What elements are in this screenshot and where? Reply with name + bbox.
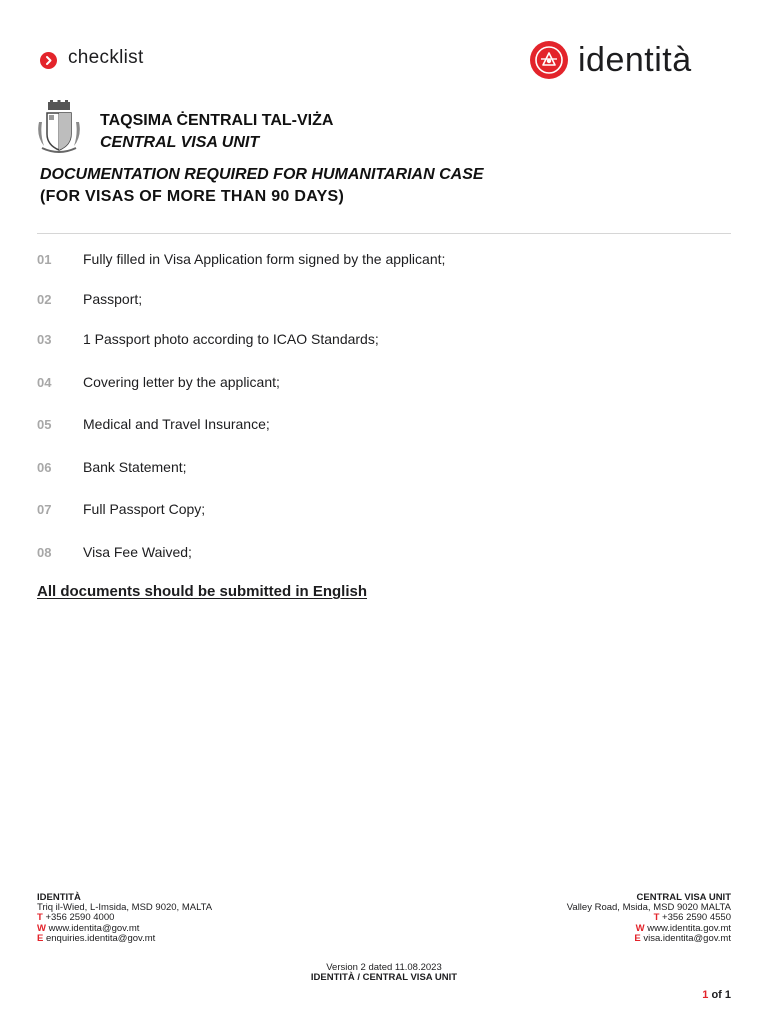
malta-coat-of-arms-icon	[36, 100, 82, 154]
footer-right-phone: +356 2590 4550	[662, 912, 731, 924]
item-text: Medical and Travel Insurance;	[83, 416, 270, 432]
unit-name-maltese: TAQSIMA ĊENTRALI TAL-VIŻA	[100, 112, 334, 129]
document-title: DOCUMENTATION REQUIRED FOR HUMANITARIAN CASE	[40, 166, 484, 183]
version-org: IDENTITÀ / CENTRAL VISA UNIT	[310, 972, 458, 984]
phone-label: T	[653, 912, 660, 924]
item-number: 07	[37, 502, 52, 517]
footer-right-email[interactable]: visa.identita@gov.mt	[643, 932, 731, 944]
item-text: Full Passport Copy;	[83, 501, 206, 517]
item-text: Bank Statement;	[83, 459, 187, 475]
divider	[37, 233, 731, 234]
footer-right-org: CENTRAL VISA UNIT	[636, 892, 731, 903]
item-text: Passport;	[83, 291, 143, 307]
footer-left-contact	[37, 893, 212, 944]
item-text: 1 Passport photo according to ICAO Standards;	[83, 331, 379, 347]
item-text: Visa Fee Waived;	[83, 544, 192, 560]
checklist-label: checklist	[68, 47, 144, 68]
version-info	[0, 963, 768, 983]
item-number: 02	[37, 292, 52, 307]
web-label: W	[37, 922, 46, 934]
web-label: W	[635, 922, 645, 934]
footer-right-contact	[567, 893, 731, 944]
unit-name-english: CENTRAL VISA UNIT	[100, 134, 260, 151]
item-number: 08	[37, 545, 52, 560]
footer-left-org: IDENTITÀ	[37, 892, 81, 903]
item-number: 04	[37, 375, 52, 390]
page-number	[702, 989, 731, 1001]
chevron-right-icon	[40, 52, 57, 69]
item-text: Covering letter by the applicant;	[83, 374, 280, 390]
email-label: E	[634, 932, 641, 944]
footer-left-web[interactable]: www.identita@gov.mt	[48, 922, 140, 934]
page-current: 1	[702, 989, 709, 1001]
page-total: of 1	[711, 989, 731, 1001]
phone-label: T	[37, 912, 43, 924]
identita-logo-text: identità	[578, 41, 692, 79]
version-text: Version 2 dated 11.08.2023	[326, 962, 442, 973]
email-label: E	[37, 932, 44, 944]
footer-left-phone: +356 2590 4000	[45, 912, 115, 924]
item-number: 06	[37, 460, 52, 475]
item-number: 05	[37, 417, 52, 432]
footer-left-email[interactable]: enquiries.identita@gov.mt	[45, 932, 156, 944]
item-text: Fully filled in Visa Application form signed by the applicant;	[83, 251, 446, 267]
item-number: 03	[37, 332, 52, 347]
language-note: All documents should be submitted in English	[37, 583, 368, 600]
footer-right-web[interactable]: www.identita.gov.mt	[647, 922, 731, 934]
identita-logo-icon	[529, 40, 569, 80]
item-number: 01	[37, 252, 52, 267]
footer-left-address: Triq il-Wied, L-Imsida, MSD 9020, MALTA	[37, 902, 213, 914]
footer-right-address: Valley Road, Msida, MSD 9020 MALTA	[566, 902, 731, 914]
document-subtitle: (FOR VISAS OF MORE THAN 90 DAYS)	[40, 188, 345, 205]
